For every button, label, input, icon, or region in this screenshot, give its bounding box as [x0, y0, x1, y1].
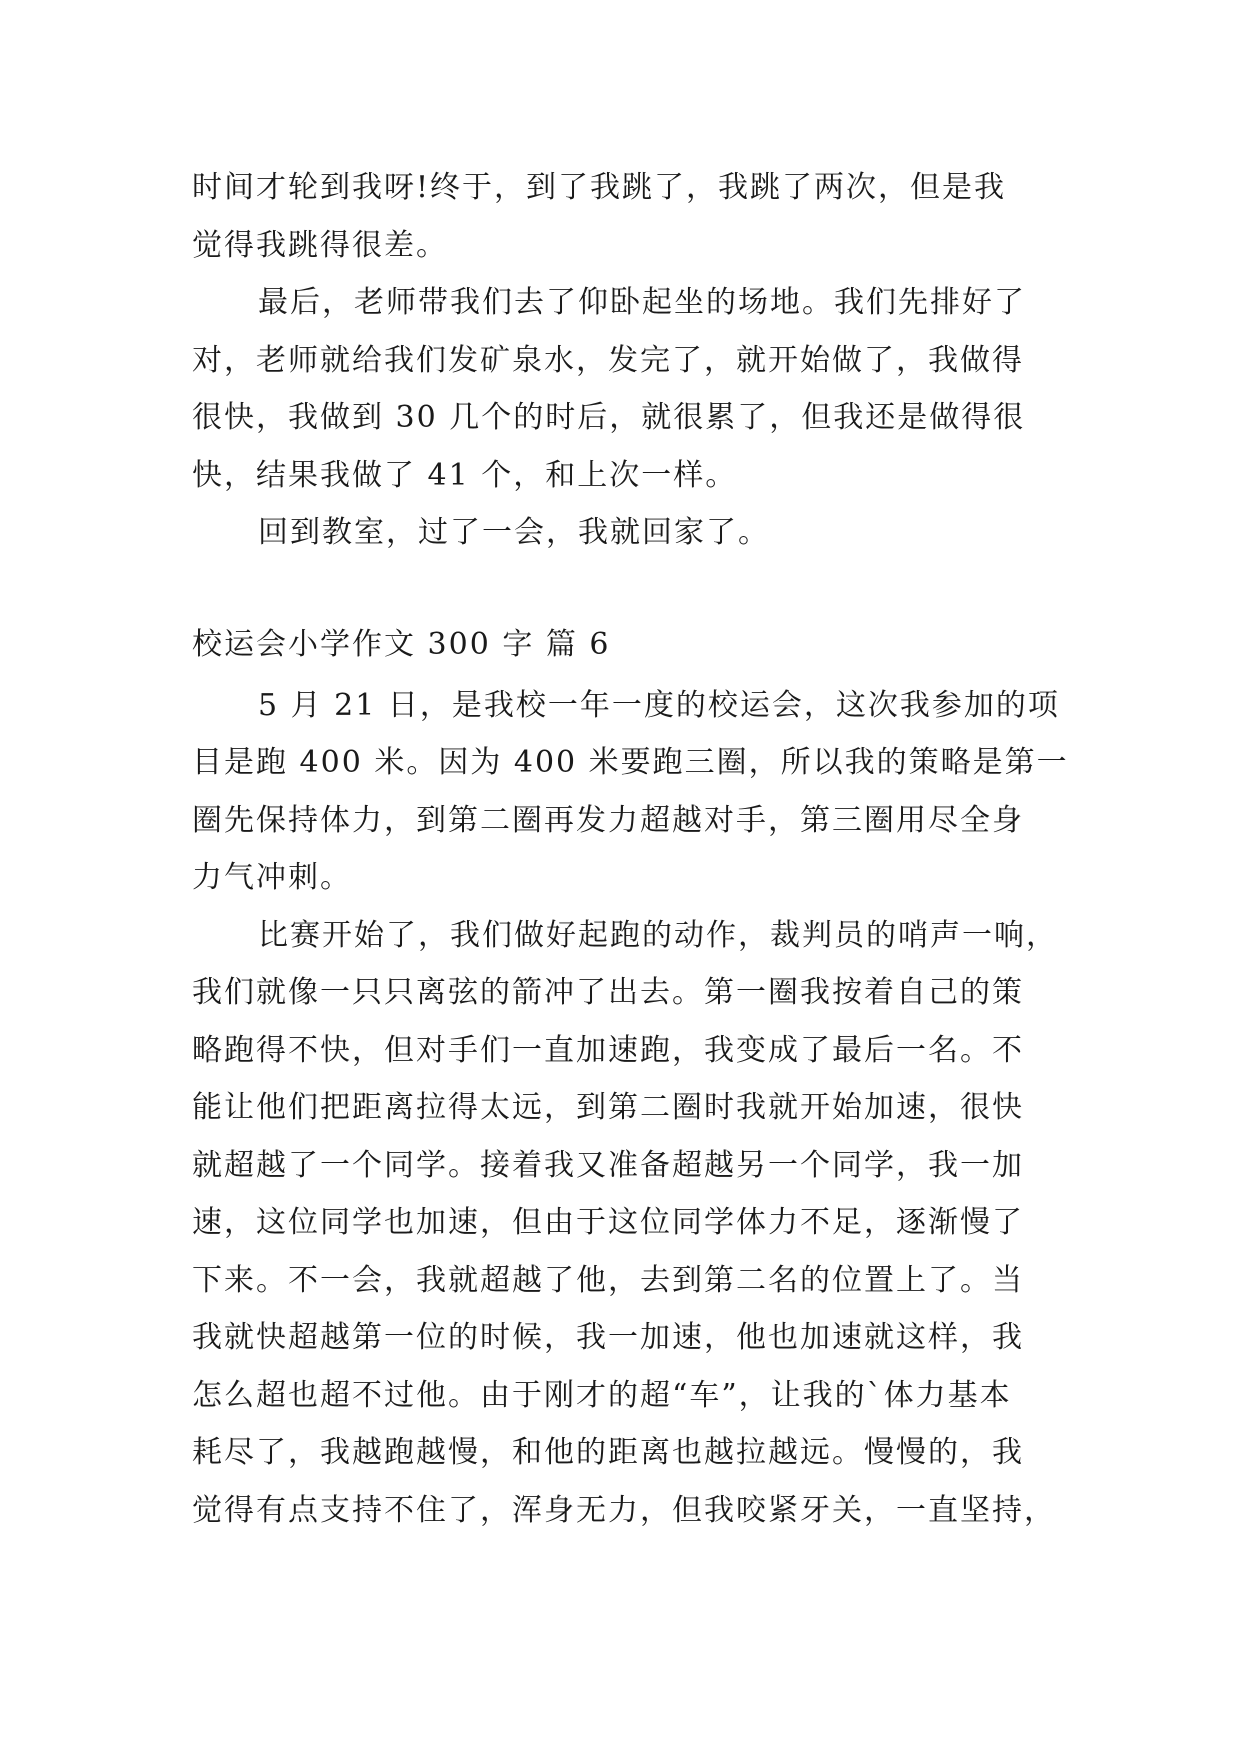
- text-line: 觉得我跳得很差。: [192, 228, 448, 263]
- text-line: 快，结果我做了 41 个，和上次一样。: [192, 458, 738, 493]
- text-line: 略跑得不快，但对手们一直加速跑，我变成了最后一名。不: [192, 1033, 1024, 1068]
- paragraph-first-line: 比赛开始了，我们做好起跑的动作，裁判员的哨声一响，: [258, 918, 1058, 953]
- text-line: 怎么超也超不过他。由于刚才的超“车”，让我的`体力基本: [192, 1378, 1012, 1413]
- text-line: 我们就像一只只离弦的箭冲了出去。第一圈我按着自己的策: [192, 975, 1024, 1010]
- text-line: 力气冲刺。: [192, 860, 352, 895]
- text-line: 下来。不一会，我就超越了他，去到第二名的位置上了。当: [192, 1263, 1024, 1298]
- text-line: 耗尽了，我越跑越慢，和他的距离也越拉越远。慢慢的，我: [192, 1435, 1024, 1470]
- text-line: 很快，我做到 30 几个的时后，就很累了，但我还是做得很: [192, 400, 1026, 435]
- paragraph-first-line: 5 月 21 日，是我校一年一度的校运会，这次我参加的项: [258, 688, 1060, 723]
- text-line: 圈先保持体力，到第二圈再发力超越对手，第三圈用尽全身: [192, 803, 1024, 838]
- text-line: 速，这位同学也加速，但由于这位同学体力不足，逐渐慢了: [192, 1205, 1024, 1240]
- text-line: 时间才轮到我呀!终于，到了我跳了，我跳了两次，但是我: [192, 170, 1007, 205]
- text-line: 对，老师就给我们发矿泉水，发完了，就开始做了，我做得: [192, 343, 1024, 378]
- text-line: 觉得有点支持不住了，浑身无力，但我咬紧牙关，一直坚持，: [192, 1493, 1056, 1528]
- paragraph-first-line: 回到教室，过了一会，我就回家了。: [258, 515, 770, 550]
- text-line: 我就快超越第一位的时候，我一加速，他也加速就这样，我: [192, 1320, 1024, 1355]
- text-line: 目是跑 400 米。因为 400 米要跑三圈，所以我的策略是第一: [192, 745, 1069, 780]
- text-line: 就超越了一个同学。接着我又准备超越另一个同学，我一加: [192, 1148, 1024, 1183]
- paragraph-first-line: 最后，老师带我们去了仰卧起坐的场地。我们先排好了: [258, 285, 1026, 320]
- section-heading: 校运会小学作文 300 字 篇 6: [192, 627, 611, 662]
- text-line: 能让他们把距离拉得太远，到第二圈时我就开始加速，很快: [192, 1090, 1024, 1125]
